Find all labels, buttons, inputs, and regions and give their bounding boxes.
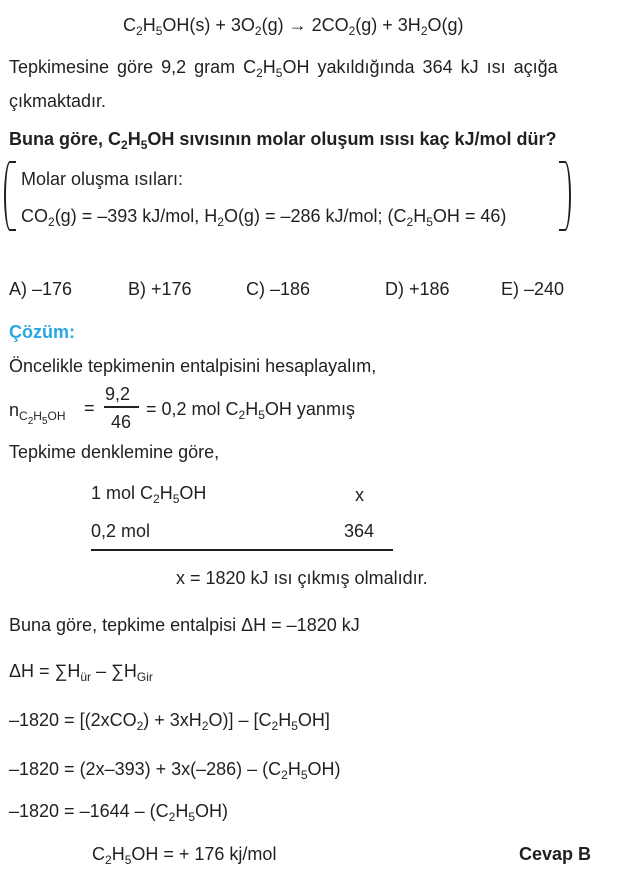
- step-sub: 2: [136, 719, 144, 733]
- given-text: O(g) = –286 kJ/mol; (C: [223, 206, 407, 226]
- mole-symbol: [9, 399, 66, 427]
- reaction-sub: 2: [348, 24, 356, 38]
- reaction-sub: 2: [254, 24, 262, 38]
- equals-sign: =: [84, 398, 95, 418]
- result-text: H: [245, 399, 259, 419]
- reaction-part: C: [123, 15, 136, 35]
- option-c[interactable]: C) –186: [246, 279, 311, 299]
- step-text: OH): [195, 801, 229, 821]
- formula-text: ΔH = ∑H: [9, 661, 81, 681]
- step-text: H: [278, 710, 292, 730]
- given-sub: 2: [406, 215, 414, 229]
- proportion-row-2-right: 364: [344, 521, 375, 541]
- step-sub: 2: [271, 719, 279, 733]
- question-sub: 5: [140, 138, 148, 152]
- step-2: [9, 758, 341, 780]
- right-parenthesis: [559, 161, 571, 231]
- given-sub: 2: [217, 215, 224, 229]
- reaction-sub: 2: [420, 24, 428, 38]
- reaction-equation: [123, 14, 464, 36]
- formula-sub: ür: [80, 670, 92, 684]
- question-sub: 2: [121, 138, 128, 152]
- step-text: OH): [307, 759, 341, 779]
- fraction-numerator: 9,2: [105, 384, 131, 404]
- option-d[interactable]: D) +186: [385, 279, 450, 299]
- given-text: CO: [21, 206, 48, 226]
- reaction-part: OH(s) + 3O: [162, 15, 255, 35]
- result-sub: 2: [238, 408, 246, 422]
- question: [9, 128, 557, 150]
- statement-line-2: çıkmaktadır.: [9, 91, 107, 111]
- mole-result: [146, 398, 355, 420]
- final-sub: 2: [105, 853, 112, 867]
- n-subscript: [19, 409, 66, 427]
- step-text: O)] – [C: [208, 710, 272, 730]
- final-sub: 5: [124, 853, 132, 867]
- given-title: Molar oluşma ısıları:: [21, 169, 184, 189]
- prop-sub: 5: [172, 492, 180, 506]
- option-b[interactable]: B) +176: [128, 279, 192, 299]
- final-text: H: [111, 844, 125, 864]
- n-sub-text: OH: [47, 409, 66, 423]
- proportion-row-1-left: [91, 482, 206, 504]
- prop-text: OH: [179, 483, 207, 503]
- result-text: OH yanmış: [264, 399, 355, 419]
- statement-text: H: [262, 57, 276, 77]
- step-text: –1820 = (2x–393) + 3x(–286) – (C: [9, 759, 282, 779]
- statement-sub: 5: [275, 66, 283, 80]
- by-equation: Tepkime denklemine göre,: [9, 442, 220, 462]
- step-sub: 2: [168, 810, 176, 824]
- prop-text: H: [159, 483, 173, 503]
- step-text: –1820 = –1644 – (C: [9, 801, 169, 821]
- step-sub: 2: [201, 719, 209, 733]
- n-sub-sub: 2: [27, 416, 34, 427]
- reaction-sub: 2: [136, 24, 143, 38]
- step-text: OH]: [297, 710, 330, 730]
- step-1: [9, 709, 330, 731]
- answer-label: Cevap B: [519, 844, 592, 864]
- given-text: (g) = –393 kJ/mol, H: [54, 206, 218, 226]
- given-text: OH = 46): [432, 206, 507, 226]
- left-parenthesis: [4, 161, 16, 231]
- step-text: –1820 = [(2xCO: [9, 710, 137, 730]
- solution-heading: Çözüm:: [9, 322, 75, 342]
- reaction-part: O(g): [427, 15, 464, 35]
- prop-text: 1 mol C: [91, 483, 154, 503]
- proportion-row-2-left: 0,2 mol: [91, 521, 151, 541]
- step-text: H: [175, 801, 189, 821]
- step-text: ) + 3xH: [143, 710, 202, 730]
- given-text: H: [413, 206, 427, 226]
- given-values: [21, 205, 506, 227]
- reaction-part: H: [142, 15, 156, 35]
- x-result: x = 1820 kJ ısı çıkmış olmalıdır.: [176, 568, 428, 588]
- formula-sub: Gir: [136, 670, 153, 684]
- n-sub-sub: 5: [41, 416, 48, 427]
- step-text: H: [287, 759, 301, 779]
- result-sub: 5: [258, 408, 265, 422]
- statement-sub: 2: [256, 66, 263, 80]
- n-sub-text: C: [19, 409, 28, 423]
- statement-text: Tepkimesine göre 9,2 gram C: [9, 57, 257, 77]
- final-result: [92, 843, 276, 865]
- result-text: = 0,2 mol C: [146, 399, 239, 419]
- step-sub: 5: [300, 768, 308, 782]
- question-text: Buna göre, C: [9, 129, 122, 149]
- statement-line-1: [9, 56, 558, 78]
- n-sub-text: H: [33, 409, 42, 423]
- reaction-sub: 5: [155, 24, 163, 38]
- option-e[interactable]: E) –240: [501, 279, 565, 299]
- given-sub: 5: [426, 215, 433, 229]
- solution-intro: Öncelikle tepkimenin entalpisini hesaplayalım,: [9, 356, 377, 376]
- question-text: OH sıvısının molar oluşum ısısı kaç kJ/mol dür?: [147, 129, 557, 149]
- prop-sub: 2: [153, 492, 160, 506]
- reaction-part: (g) + 3H: [355, 15, 421, 35]
- statement-text: OH yakıldığında 364 kJ ısı açığa: [282, 57, 558, 77]
- final-text: C: [92, 844, 105, 864]
- enthalpy-line: Buna göre, tepkime entalpisi ΔH = –1820 kJ: [9, 615, 360, 635]
- proportion-rule: [91, 549, 393, 551]
- step-3: [9, 800, 228, 822]
- step-sub: 5: [188, 810, 196, 824]
- fraction-bar: [104, 406, 139, 408]
- option-a[interactable]: A) –176: [9, 279, 73, 299]
- formula-text: – ∑H: [91, 661, 137, 681]
- step-sub: 2: [281, 768, 288, 782]
- question-text: H: [127, 129, 141, 149]
- fraction-denominator: 46: [111, 412, 132, 432]
- proportion-row-1-right: x: [355, 485, 364, 505]
- final-text: OH = + 176 kj/mol: [131, 844, 277, 864]
- reaction-part: (g) → 2CO: [261, 15, 349, 35]
- n-label: n: [9, 400, 20, 420]
- given-sub: 2: [48, 215, 55, 229]
- hess-formula: [9, 660, 153, 682]
- step-sub: 5: [291, 719, 298, 733]
